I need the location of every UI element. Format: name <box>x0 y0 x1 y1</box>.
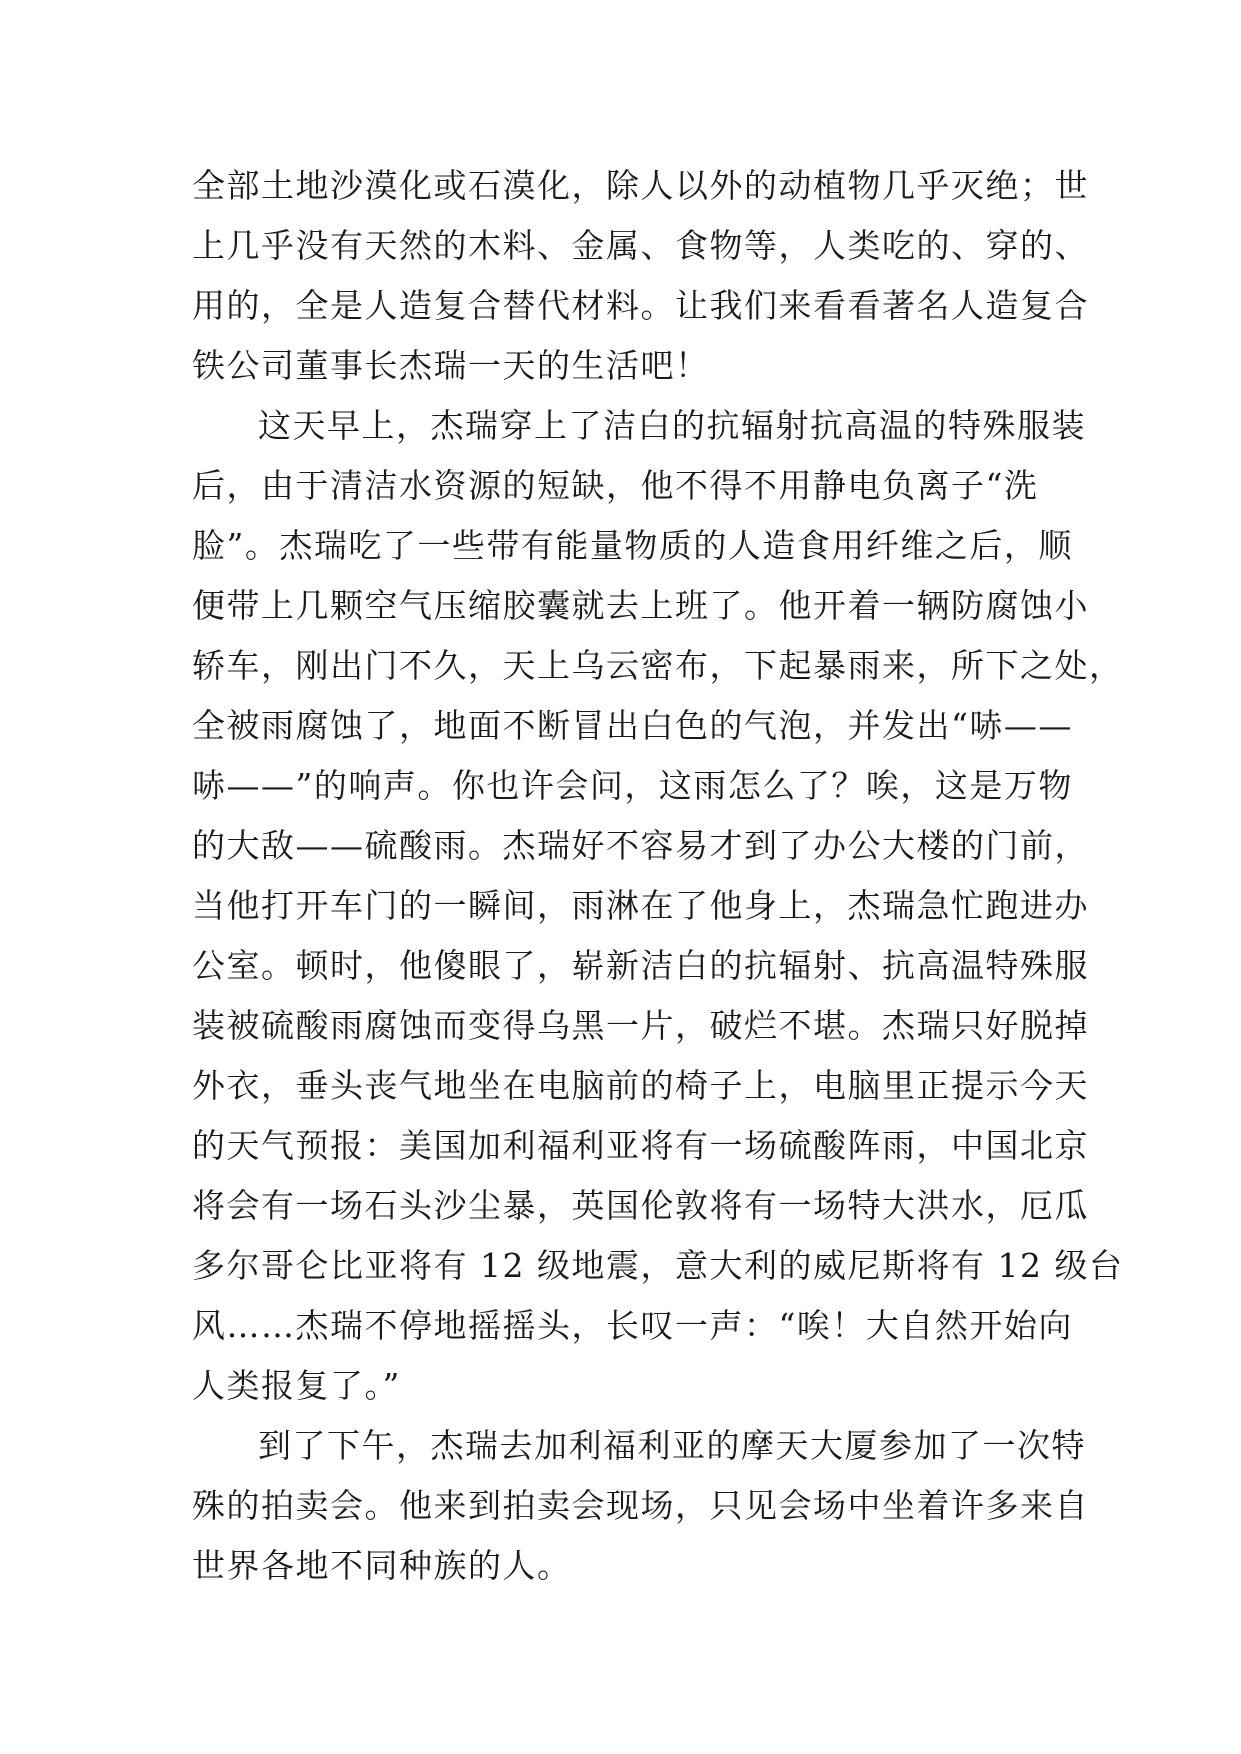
text-line: 装被硫酸雨腐蚀而变得乌黑一片，破烂不堪。杰瑞只好脱掉 <box>192 1006 1089 1045</box>
text-line: 上几乎没有天然的木料、金属、食物等，人类吃的、穿的、 <box>192 226 1089 265</box>
text-line: 世界各地不同种族的人。 <box>192 1546 572 1585</box>
text-line: 的天气预报：美国加利福利亚将有一场硫酸阵雨，中国北京 <box>192 1126 1089 1165</box>
text-line: 轿车，刚出门不久，天上乌云密布，下起暴雨来，所下之处， <box>192 646 1124 685</box>
text-line: 铁公司董事长杰瑞一天的生活吧！ <box>192 346 710 385</box>
text-line: 殊的拍卖会。他来到拍卖会现场，只见会场中坐着许多来自 <box>192 1486 1089 1525</box>
text-line: 便带上几颗空气压缩胶囊就去上班了。他开着一辆防腐蚀小 <box>192 586 1089 625</box>
text-line: 多尔哥仑比亚将有 12 级地震，意大利的威尼斯将有 12 级台 <box>192 1246 1124 1285</box>
text-line: 脸”。杰瑞吃了一些带有能量物质的人造食用纤维之后，顺 <box>192 526 1073 565</box>
text-line: 风……杰瑞不停地摇摇头，长叹一声：“唉！大自然开始向 <box>192 1306 1073 1345</box>
text-line: 外衣，垂头丧气地坐在电脑前的椅子上，电脑里正提示今天 <box>192 1066 1089 1105</box>
text-line: 当他打开车门的一瞬间，雨淋在了他身上，杰瑞急忙跑进办 <box>192 886 1089 925</box>
text-line: 将会有一场石头沙尘暴，英国伦敦将有一场特大洪水，厄瓜 <box>192 1186 1089 1225</box>
text-line: 哧——”的响声。你也许会问，这雨怎么了？唉，这是万物 <box>192 766 1073 805</box>
paragraph-first-line: 这天早上，杰瑞穿上了洁白的抗辐射抗高温的特殊服装 <box>258 406 1086 445</box>
text-line: 用的，全是人造复合替代材料。让我们来看看著名人造复合 <box>192 286 1089 325</box>
paragraph-first-line: 到了下午，杰瑞去加利福利亚的摩天大厦参加了一次特 <box>258 1426 1086 1465</box>
body-text <box>192 156 1124 1596</box>
text-line: 全部土地沙漠化或石漠化，除人以外的动植物几乎灭绝；世 <box>192 166 1089 205</box>
text-line: 公室。顿时，他傻眼了，崭新洁白的抗辐射、抗高温特殊服 <box>192 946 1089 985</box>
text-line: 人类报复了。” <box>192 1366 401 1405</box>
text-line: 后，由于清洁水资源的短缺，他不得不用静电负离子“洗 <box>192 466 1039 505</box>
text-line: 的大敌——硫酸雨。杰瑞好不容易才到了办公大楼的门前， <box>192 826 1089 865</box>
text-line: 全被雨腐蚀了，地面不断冒出白色的气泡，并发出“哧—— <box>192 706 1073 745</box>
